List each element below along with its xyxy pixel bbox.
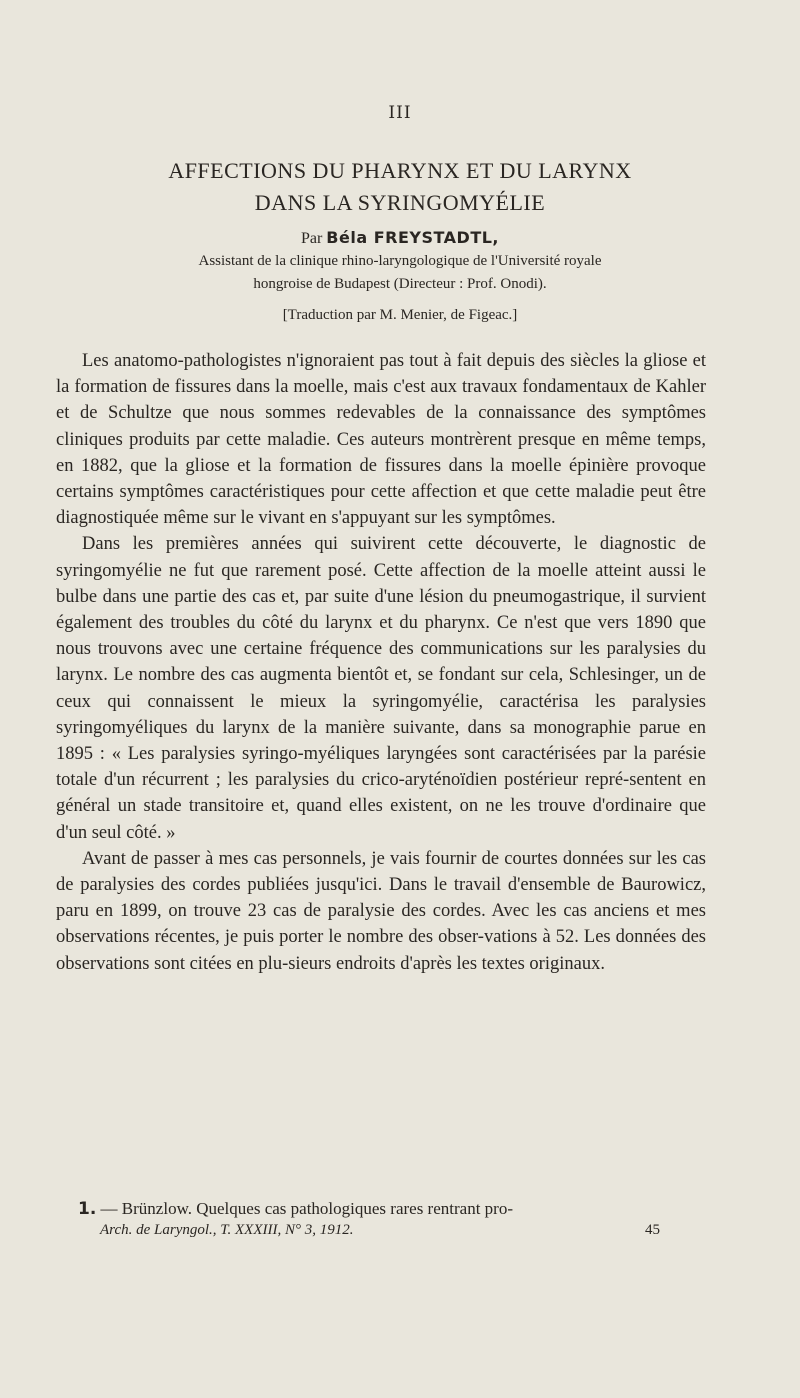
page-number: 45 — [645, 1222, 660, 1238]
running-footer — [100, 1222, 660, 1239]
article-body — [56, 348, 706, 977]
body-paragraph: Dans les premières années qui suivirent cette découverte, le diagnostic de syringomyélie ne fut que rarement posé. Cette affection de la moelle atteint aussi le bulbe dans une partie des cas et, par suite d'une lésion du pneumogastrique, il survient également des troubles du côté du larynx et du pharynx. Ce n'est que vers 1890 que nous trouvons avec une certaine fréquence des communications sur les paralysies du larynx. Le nombre des cas augmenta bientôt et, se fondant sur cela, Schlesinger, un de ceux qui connaissent le mieux la syringomyélie, caractérisa les paralysies syringomyéliques du larynx de la manière suivante, dans sa monographie parue en 1895 : « Les paralysies syringo-myéliques laryngées sont caractérisées par la parésie totale d'un récurrent ; les paralysies du crico-aryténoïdien postérieur repré-sentent en général un stade transitoire et, quand elles existent, on ne les trouve d'ordinaire que d'un seul côté. » — [56, 534, 706, 843]
author-name: Béla FREYSTADTL, — [326, 228, 500, 247]
journal-reference: Arch. de Laryngol., T. XXXIII, N° 3, 1912. — [100, 1222, 354, 1238]
section-number: III — [388, 103, 412, 123]
author-byline — [0, 228, 800, 248]
footnote-text: — Brünzlow. Quelques cas pathologiques rares rentrant pro- — [100, 1199, 513, 1218]
translation-credit: [Traduction par M. Menier, de Figeac.] — [282, 307, 518, 323]
affiliation-line-1: Assistant de la clinique rhino-laryngologique de l'Université royale — [198, 253, 602, 269]
footnote-number: 1. — [78, 1199, 97, 1219]
article-title-line-1: AFFECTIONS DU PHARYNX ET DU LARYNX — [168, 158, 632, 183]
body-paragraph: Les anatomo-pathologistes n'ignoraient pas tout à fait depuis des siècles la gliose et la formation de fissures dans la moelle, mais c'est aux travaux fondamentaux de Kahler et de Schultze que nous sommes redevables de la connaissance des symptômes cliniques produits par cette maladie. Ces auteurs montrèrent presque en même temps, en 1882, que la gliose et la formation de fissures dans la moelle épinière provoque certains symptômes caractéristiques pour cette affection et que cette maladie peut être diagnostiquée même sur le vivant en s'appuyant sur les symptômes. — [56, 351, 706, 529]
body-paragraph: Avant de passer à mes cas personnels, je vais fournir de courtes données sur les cas de paralysies des cordes publiées jusqu'ici. Dans le travail d'ensemble de Baurowicz, paru en 1899, on trouve 23 cas de paralysie des cordes. Avec les cas anciens et mes observations récentes, je puis porter le nombre des obser-vations à 52. Les données des observations sont citées en plu-sieurs endroits d'après les textes originaux. — [56, 848, 706, 974]
article-title-line-2: DANS LA SYRINGOMYÉLIE — [254, 190, 546, 215]
affiliation-line-2: hongroise de Budapest (Directeur : Prof. Onodi). — [253, 276, 547, 292]
footnote — [56, 1197, 706, 1221]
by-prefix: Par — [300, 230, 323, 247]
